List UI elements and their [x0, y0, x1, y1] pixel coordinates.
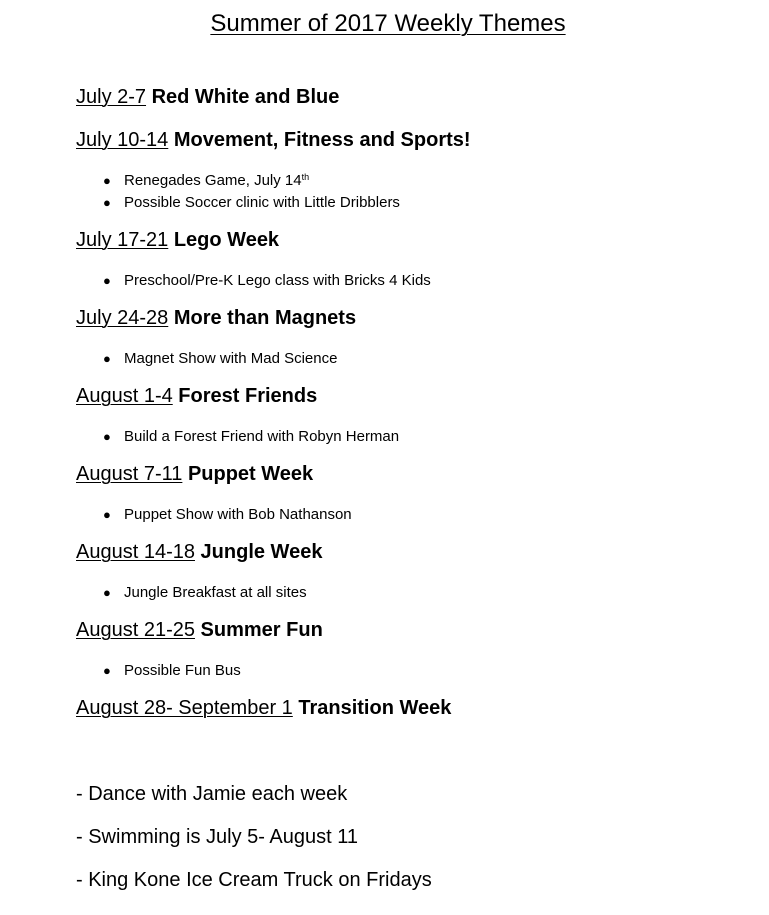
week-date: July 17-21: [76, 229, 169, 251]
list-item: [103, 172, 309, 189]
week-date: August 21-25: [76, 619, 195, 641]
list-item-text: Magnet Show with Mad Science: [124, 350, 338, 367]
week-heading: [76, 541, 322, 564]
list-item: [103, 428, 399, 445]
list-item: [103, 194, 400, 211]
bullet-icon: ●: [103, 507, 111, 522]
week-heading: [76, 463, 313, 486]
list-item: [103, 350, 337, 367]
week-heading: [76, 307, 356, 330]
list-item: [103, 272, 431, 289]
note-line: - King Kone Ice Cream Truck on Fridays: [76, 869, 432, 891]
bullet-icon: ●: [103, 195, 111, 210]
week-theme: Jungle Week: [200, 541, 323, 563]
page-title: Summer of 2017 Weekly Themes: [210, 10, 566, 37]
week-date: July 10-14: [76, 129, 169, 151]
list-item-text: Possible Soccer clinic with Little Dribblers: [124, 194, 400, 211]
list-item-text: Puppet Show with Bob Nathanson: [124, 506, 352, 523]
week-theme: Forest Friends: [178, 385, 318, 407]
week-theme: Red White and Blue: [151, 86, 340, 108]
bullet-icon: ●: [103, 273, 111, 288]
week-date: July 2-7: [76, 86, 147, 108]
week-date: August 28- September 1: [76, 697, 293, 719]
week-heading: [76, 697, 451, 720]
list-item-text: Preschool/Pre-K Lego class with Bricks 4 Kids: [124, 272, 431, 289]
list-item-text: Renegades Game, July 14: [124, 172, 302, 189]
week-theme: Puppet Week: [187, 463, 314, 485]
ordinal-suffix: th: [301, 172, 310, 182]
list-item: [103, 584, 307, 601]
week-heading: [76, 229, 279, 252]
week-date: July 24-28: [76, 307, 169, 329]
week-theme: Lego Week: [173, 229, 280, 251]
bullet-icon: ●: [103, 585, 111, 600]
bullet-icon: ●: [103, 663, 111, 678]
week-date: August 7-11: [76, 463, 183, 485]
week-heading: [76, 129, 471, 152]
bullet-icon: ●: [103, 351, 111, 366]
list-item: [103, 662, 241, 679]
week-date: August 1-4: [76, 385, 173, 407]
list-item-text: Build a Forest Friend with Robyn Herman: [124, 428, 400, 445]
note-line: - Swimming is July 5- August 11: [76, 826, 358, 848]
bullet-icon: ●: [103, 429, 111, 444]
week-theme: More than Magnets: [173, 307, 357, 329]
week-theme: Transition Week: [298, 697, 452, 719]
week-theme: Movement, Fitness and Sports!: [173, 129, 471, 151]
list-item-text: Jungle Breakfast at all sites: [124, 584, 307, 601]
list-item: [103, 506, 352, 523]
week-theme: Summer Fun: [200, 619, 323, 641]
week-heading: [76, 86, 339, 109]
bullet-icon: ●: [103, 173, 111, 188]
week-heading: [76, 385, 317, 408]
note-line: - Dance with Jamie each week: [76, 783, 348, 805]
list-item-text: Possible Fun Bus: [124, 662, 241, 679]
week-date: August 14-18: [76, 541, 195, 563]
week-heading: [76, 619, 323, 642]
